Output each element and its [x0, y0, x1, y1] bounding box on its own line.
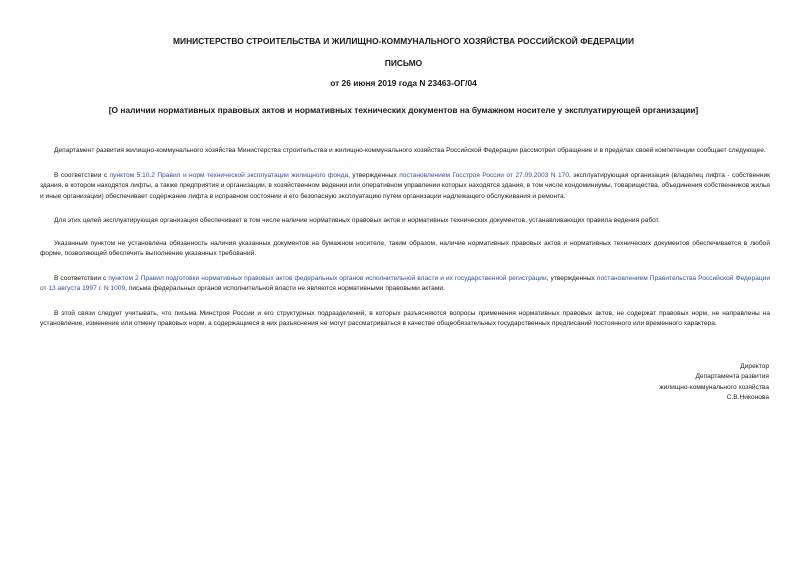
- text-fragment: , утвержденных: [348, 171, 400, 179]
- signatory-name: С.В.Никонова: [726, 394, 769, 402]
- paragraph-rules: [40, 171, 770, 203]
- paragraph-purpose: Для этих целей эксплуатирующая организация обеспечивает в том числе наличие нормативных правовых актов и нормативных технических документов, устанавливающих правила ведения работ.: [54, 217, 660, 224]
- document-subject: [О наличии нормативных правовых актов и нормативных технических документов на бумажном носителе у эксплуатирующей организации]: [108, 105, 699, 115]
- paragraph-paper-requirement: Указанным пунктом не установлена обязанность наличия указанных документов на бумажном носителе, таким образом, наличие нормативных правовых актов и нормативных технических документов обеспечивается в любой форме, позволяющей обеспечить выполнение указанных требований.: [40, 239, 770, 257]
- paragraph-intro: Департамент развития жилищно-коммунального хозяйства Министерства строительства и жилищно-коммунального хозяйства Российской Федерации рассмотрел обращение и в пределах своей компетенции сообщает следующее.: [54, 147, 766, 154]
- document-date-number: от 26 июня 2019 года N 23463-ОГ/04: [330, 78, 477, 88]
- signatory-position: Директор: [740, 363, 769, 370]
- signatory-department-line1: Департамента развития: [695, 373, 769, 381]
- text-fragment: В соответствии с: [54, 171, 110, 179]
- text-fragment: , письма федеральных органов исполнительной власти не являются нормативными правовыми актами.: [125, 285, 445, 292]
- letter-body: [40, 146, 770, 344]
- signatory-department-line2: жилищно-коммунального хозяйства: [659, 383, 769, 391]
- text-fragment: , утвержденных: [546, 274, 597, 282]
- link-rules-5-10-2[interactable]: пунктом 5.10.2 Правил и норм технической эксплуатации жилищного фонда: [109, 171, 349, 179]
- text-fragment: , эксплуатирующая организация (владелец лифта - собственник здания, в котором находятся лифты, а также предприятия и организации, в хозяйственном ведении или оперативном управлении которых находятся здания, в том числе кондоминиумы, товарищества, объединения собственников жилья и иные организации) обеспечивает содержание лифта в исправном состоянии и его безопасную эксплуатацию путем организации надлежащего обслуживания и ремонта.: [40, 171, 771, 200]
- document-type: ПИСЬМО: [384, 58, 423, 68]
- link-rules-point-2[interactable]: пунктом 2 Правил подготовки нормативных правовых актов федеральных органов исполнительной власти и их государственной регистрации: [108, 274, 547, 282]
- ministry-heading: МИНИСТЕРСТВО СТРОИТЕЛЬСТВА И ЖИЛИЩНО-КОММУНАЛЬНОГО ХОЗЯЙСТВА РОССИЙСКОЙ ФЕДЕРАЦИИ: [172, 36, 635, 46]
- paragraph-clarification: В этой связи следует учитывать, что письма Минстроя России и его структурных подразделений, в которых разъясняются вопросы применения нормативных правовых актов, не содержат правовых норм, не направлены на установление, изменение или отмену правовых норм, а содержащиеся в них разъяснения не могут рассматриваться в качестве общеобязательных государственных предписаний постоянного или временного характера.: [40, 309, 770, 327]
- paragraph-letters-status: [40, 274, 770, 295]
- link-government-resolution-1009[interactable]: постановлением Правительства Российской Федерации от 13 августа 1997 г. N 1009: [40, 274, 771, 292]
- text-fragment: В соответствии с: [54, 274, 109, 282]
- link-gosstroy-resolution-170[interactable]: постановлением Госстроя России от 27.09.2003 N 170: [399, 171, 570, 179]
- signature-block: [659, 362, 769, 404]
